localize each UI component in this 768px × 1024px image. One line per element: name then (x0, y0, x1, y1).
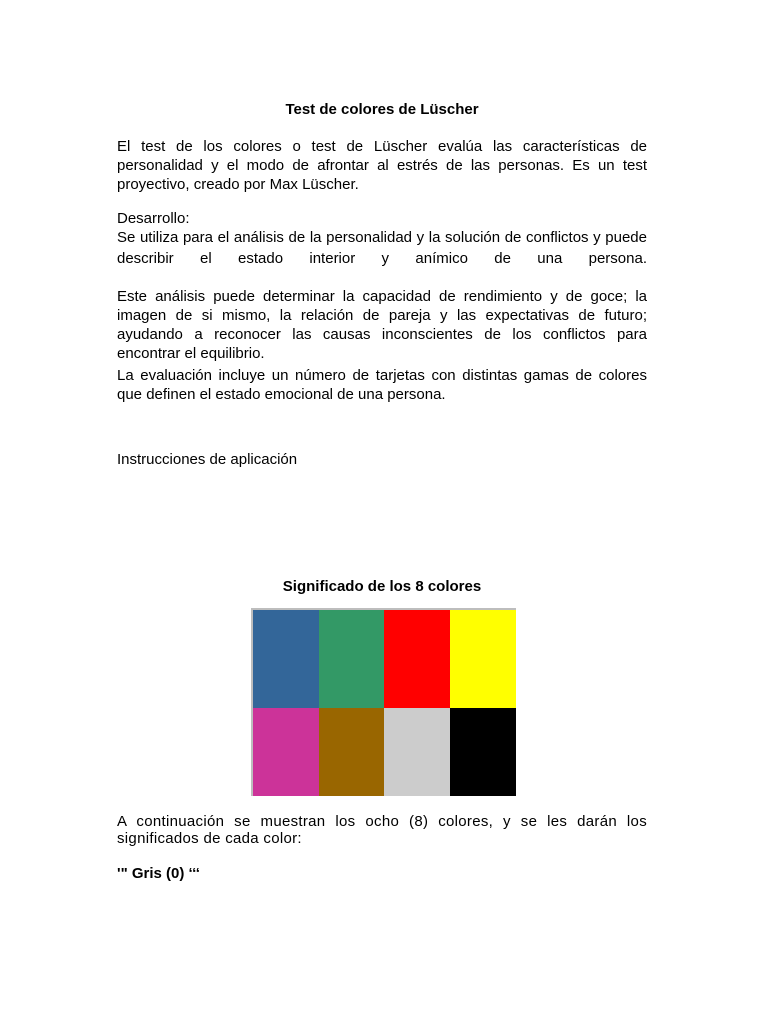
color-swatch-brown (319, 708, 384, 796)
color-swatch-violet (253, 708, 319, 796)
desarrollo-line-2: describir el estado interior y anímico de una persona. (117, 250, 647, 267)
desarrollo-heading: Desarrollo: (117, 210, 190, 227)
significado-title: Significado de los 8 colores (282, 578, 482, 595)
continuacion-paragraph: A continuación se muestran los ocho (8) colores, y se les darán los significados de cada color: (117, 813, 647, 847)
color-grid (251, 608, 516, 796)
color-swatch-green (319, 610, 384, 708)
color-swatch-gray (384, 708, 450, 796)
gris-heading: '" Gris (0) ‘‘‘ (117, 865, 200, 882)
color-swatch-black (450, 708, 516, 796)
intro-paragraph: El test de los colores o test de Lüscher evalúa las características de personalidad y el modo de afrontar al estrés de las personas. Es un test proyectivo, creado por Max Lüscher. (117, 138, 647, 193)
page-title: Test de colores de Lüscher (285, 101, 479, 118)
color-swatch-yellow (450, 610, 516, 708)
color-swatch-red (384, 610, 450, 708)
desarrollo-line-1: Se utiliza para el análisis de la personalidad y la solución de conflictos y puede (117, 229, 647, 246)
instrucciones-heading: Instrucciones de aplicación (117, 451, 298, 468)
color-swatch-blue (253, 610, 319, 708)
evaluacion-paragraph: La evaluación incluye un número de tarjetas con distintas gamas de colores que definen el estado emocional de una persona. (117, 367, 647, 403)
analisis-paragraph: Este análisis puede determinar la capacidad de rendimiento y de goce; la imagen de si mismo, la relación de pareja y las expectativas de futuro; ayudando a reconocer las causas inconscientes de los conflictos para encontrar el equilibrio. (117, 288, 647, 362)
